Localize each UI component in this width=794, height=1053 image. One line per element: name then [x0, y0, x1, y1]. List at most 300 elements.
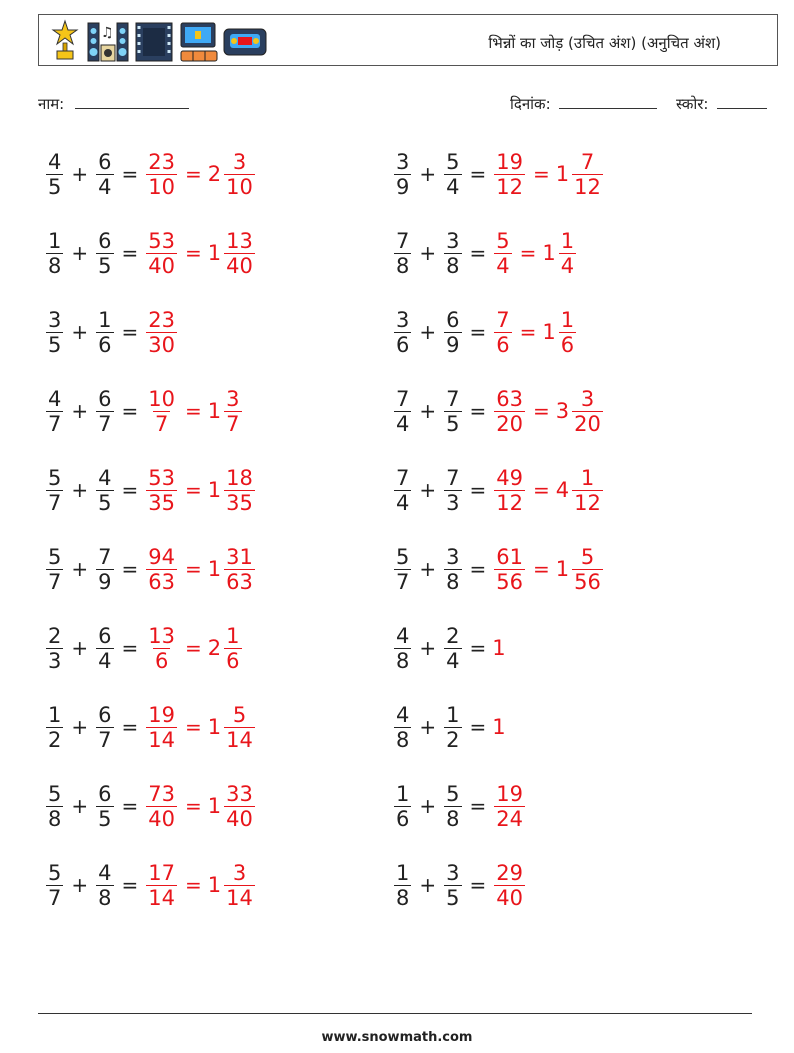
answer-equals-sign: =: [185, 873, 202, 897]
answer-equals-sign: =: [185, 794, 202, 818]
problem-row: [44, 460, 257, 520]
numerator: 3: [446, 860, 460, 885]
addend-fraction: [394, 624, 411, 673]
addend-fraction: [394, 150, 411, 199]
addend-fraction: [444, 861, 461, 910]
denominator: 30: [148, 332, 176, 357]
denominator: 56: [574, 569, 601, 594]
denominator: 8: [446, 806, 460, 831]
denominator: 7: [226, 411, 240, 436]
score-label: स्कोर:: [676, 95, 709, 113]
denominator: 3: [446, 490, 460, 515]
numerator: 13: [226, 228, 253, 253]
addend-fraction: [394, 703, 411, 752]
mixed-fraction: [224, 545, 255, 594]
numerator: 1: [446, 702, 460, 727]
answer-improper-fraction: [146, 466, 177, 515]
numerator: 6: [98, 228, 112, 253]
denominator: 4: [496, 253, 510, 278]
plus-sign: +: [71, 399, 89, 423]
denominator: 8: [98, 885, 112, 910]
denominator: 12: [496, 490, 524, 515]
problem-row: [44, 697, 257, 757]
denominator: 8: [396, 885, 410, 910]
denominator: 7: [98, 411, 112, 436]
problem-row: [44, 302, 179, 362]
numerator: 10: [148, 386, 176, 411]
equals-sign: =: [121, 873, 139, 897]
problem-row: [392, 223, 578, 283]
denominator: 35: [148, 490, 176, 515]
problem-row: [392, 460, 605, 520]
denominator: 6: [560, 332, 575, 357]
plus-sign: +: [71, 873, 89, 897]
denominator: 9: [446, 332, 460, 357]
answer-equals-sign: =: [519, 241, 537, 265]
numerator: 5: [580, 544, 595, 569]
addend-fraction: [96, 229, 113, 278]
problem-row: [44, 776, 257, 836]
numerator: 53: [148, 465, 176, 490]
addend-fraction: [444, 545, 461, 594]
mixed-whole: 1: [207, 715, 222, 739]
mixed-fraction: [559, 229, 576, 278]
equals-sign: =: [121, 636, 139, 660]
denominator: 6: [154, 648, 169, 673]
denominator: 8: [396, 253, 410, 278]
numerator: 63: [496, 386, 524, 411]
numerator: 5: [232, 702, 247, 727]
denominator: 7: [98, 727, 112, 752]
problem-row: [392, 381, 605, 441]
numerator: 1: [396, 781, 410, 806]
plus-sign: +: [71, 636, 89, 660]
plus-sign: +: [71, 162, 89, 186]
denominator: 8: [48, 253, 62, 278]
numerator: 5: [48, 781, 62, 806]
numerator: 1: [226, 623, 240, 648]
addend-fraction: [444, 308, 461, 357]
numerator: 29: [496, 860, 524, 885]
plus-sign: +: [419, 557, 437, 581]
numerator: 1: [48, 702, 62, 727]
equals-sign: =: [121, 715, 139, 739]
numerator: 7: [98, 544, 112, 569]
answer-improper-fraction: [146, 387, 177, 436]
numerator: 3: [396, 149, 410, 174]
denominator: 12: [496, 174, 524, 199]
denominator: 14: [226, 885, 253, 910]
problem-row: [392, 144, 605, 204]
numerator: 3: [226, 386, 240, 411]
numerator: 7: [580, 149, 595, 174]
denominator: 6: [396, 332, 410, 357]
numerator: 5: [446, 149, 460, 174]
answer-improper-fraction: [494, 861, 525, 910]
numerator: 3: [232, 149, 247, 174]
addend-fraction: [444, 150, 461, 199]
mixed-fraction: [224, 782, 255, 831]
numerator: 5: [48, 860, 62, 885]
answer-improper-fraction: [494, 308, 511, 357]
denominator: 8: [396, 648, 410, 673]
answer-equals-sign: =: [533, 478, 550, 502]
answer-equals-sign: =: [519, 320, 537, 344]
answer-equals-sign: =: [185, 241, 202, 265]
mixed-whole: 1: [207, 399, 222, 423]
numerator: 4: [48, 386, 62, 411]
numerator: 5: [48, 465, 62, 490]
numerator: 6: [98, 702, 112, 727]
numerator: 6: [98, 781, 112, 806]
numerator: 6: [446, 307, 460, 332]
equals-sign: =: [469, 715, 487, 739]
denominator: 8: [446, 253, 460, 278]
mixed-fraction: [572, 387, 603, 436]
denominator: 4: [396, 411, 410, 436]
denominator: 5: [446, 885, 460, 910]
numerator: 49: [496, 465, 524, 490]
problem-row: [392, 618, 507, 678]
problem-row: [392, 697, 507, 757]
answer-improper-fraction: [494, 387, 525, 436]
denominator: 6: [396, 806, 410, 831]
equals-sign: =: [469, 636, 487, 660]
numerator: 19: [148, 702, 176, 727]
numerator: 7: [446, 386, 460, 411]
plus-sign: +: [71, 241, 89, 265]
numerator: 2: [446, 623, 460, 648]
numerator: 6: [98, 623, 112, 648]
problem-row: [44, 223, 257, 283]
numerator: 19: [496, 149, 524, 174]
numerator: 1: [396, 860, 410, 885]
denominator: 14: [148, 885, 176, 910]
mixed-whole: 3: [555, 399, 570, 423]
numerator: 4: [98, 860, 112, 885]
addend-fraction: [46, 624, 63, 673]
svg-text:♫: ♫: [101, 25, 114, 41]
mixed-whole: 1: [555, 162, 570, 186]
answer-equals-sign: =: [185, 478, 202, 502]
numerator: 7: [396, 386, 410, 411]
numerator: 53: [148, 228, 176, 253]
equals-sign: =: [121, 399, 139, 423]
numerator: 2: [48, 623, 62, 648]
mixed-fraction: [572, 466, 603, 515]
numerator: 7: [396, 228, 410, 253]
plus-sign: +: [419, 794, 437, 818]
mixed-whole: 1: [542, 241, 556, 265]
denominator: 9: [98, 569, 112, 594]
mixed-whole: 1: [207, 873, 222, 897]
answer-improper-fraction: [494, 466, 525, 515]
numerator: 1: [48, 228, 62, 253]
equals-sign: =: [469, 241, 487, 265]
answer-improper-fraction: [146, 782, 177, 831]
numerator: 1: [560, 307, 575, 332]
answer-improper-fraction: [146, 545, 177, 594]
numerator: 7: [446, 465, 460, 490]
addend-fraction: [96, 545, 113, 594]
denominator: 40: [148, 253, 176, 278]
denominator: 10: [148, 174, 176, 199]
mixed-fraction: [224, 624, 241, 673]
worksheet-title: भिन्नों का जोड़ (उचित अंश) (अनुचित अंश): [488, 34, 721, 52]
plus-sign: +: [419, 162, 437, 186]
denominator: 5: [48, 332, 62, 357]
answer-equals-sign: =: [533, 162, 550, 186]
addend-fraction: [46, 308, 63, 357]
mixed-fraction: [572, 545, 603, 594]
problem-row: [44, 539, 257, 599]
mixed-fraction: [224, 150, 255, 199]
answer-improper-fraction: [146, 703, 177, 752]
mixed-fraction: [224, 229, 255, 278]
denominator: 24: [496, 806, 524, 831]
addend-fraction: [46, 387, 63, 436]
addend-fraction: [96, 150, 113, 199]
numerator: 1: [560, 228, 575, 253]
mixed-fraction: [559, 308, 576, 357]
plus-sign: +: [419, 478, 437, 502]
plus-sign: +: [71, 320, 89, 344]
mixed-whole: 2: [207, 162, 222, 186]
answer-equals-sign: =: [185, 162, 202, 186]
denominator: 4: [98, 174, 112, 199]
numerator: 13: [148, 623, 176, 648]
website-url: www.snowmath.com: [321, 1030, 473, 1045]
answer-whole: 1: [492, 715, 506, 739]
denominator: 40: [226, 806, 253, 831]
addend-fraction: [444, 387, 461, 436]
denominator: 40: [148, 806, 176, 831]
denominator: 63: [148, 569, 176, 594]
addend-fraction: [46, 861, 63, 910]
problem-row: [392, 855, 527, 915]
answer-improper-fraction: [146, 150, 177, 199]
numerator: 18: [226, 465, 253, 490]
numerator: 19: [496, 781, 524, 806]
equals-sign: =: [121, 320, 139, 344]
numerator: 3: [396, 307, 410, 332]
addend-fraction: [46, 703, 63, 752]
denominator: 2: [48, 727, 62, 752]
numerator: 3: [446, 544, 460, 569]
denominator: 12: [574, 174, 601, 199]
mixed-fraction: [224, 703, 255, 752]
equals-sign: =: [121, 241, 139, 265]
mixed-whole: 1: [555, 557, 570, 581]
plus-sign: +: [71, 715, 89, 739]
numerator: 4: [396, 623, 410, 648]
numerator: 3: [580, 386, 595, 411]
numerator: 33: [226, 781, 253, 806]
denominator: 5: [446, 411, 460, 436]
plus-sign: +: [419, 636, 437, 660]
addend-fraction: [46, 545, 63, 594]
problem-row: [392, 539, 605, 599]
denominator: 14: [226, 727, 253, 752]
addend-fraction: [96, 703, 113, 752]
numerator: 23: [148, 149, 176, 174]
plus-sign: +: [419, 715, 437, 739]
answer-improper-fraction: [146, 624, 177, 673]
numerator: 3: [446, 228, 460, 253]
denominator: 5: [98, 806, 112, 831]
denominator: 3: [48, 648, 62, 673]
numerator: 17: [148, 860, 176, 885]
mixed-fraction: [224, 387, 241, 436]
numerator: 5: [396, 544, 410, 569]
problem-row: [44, 855, 257, 915]
denominator: 6: [226, 648, 240, 673]
answer-equals-sign: =: [533, 399, 550, 423]
addend-fraction: [394, 229, 411, 278]
plus-sign: +: [419, 320, 437, 344]
mixed-whole: 1: [207, 794, 222, 818]
denominator: 7: [48, 490, 62, 515]
denominator: 4: [560, 253, 575, 278]
answer-equals-sign: =: [185, 636, 202, 660]
numerator: 94: [148, 544, 176, 569]
numerator: 7: [496, 307, 510, 332]
problem-row: [44, 381, 244, 441]
answer-improper-fraction: [494, 782, 525, 831]
numerator: 1: [98, 307, 112, 332]
problem-row: [44, 618, 244, 678]
denominator: 9: [396, 174, 410, 199]
mixed-fraction: [224, 466, 255, 515]
answer-improper-fraction: [494, 229, 511, 278]
addend-fraction: [46, 782, 63, 831]
addend-fraction: [46, 150, 63, 199]
numerator: 4: [98, 465, 112, 490]
denominator: 20: [574, 411, 601, 436]
equals-sign: =: [469, 399, 487, 423]
addend-fraction: [394, 782, 411, 831]
equals-sign: =: [121, 557, 139, 581]
addend-fraction: [444, 782, 461, 831]
denominator: 7: [154, 411, 169, 436]
equals-sign: =: [469, 557, 487, 581]
denominator: 4: [446, 174, 460, 199]
answer-improper-fraction: [494, 150, 525, 199]
denominator: 5: [98, 253, 112, 278]
addend-fraction: [444, 624, 461, 673]
answer-improper-fraction: [494, 545, 525, 594]
problem-row: [44, 144, 257, 204]
denominator: 6: [98, 332, 112, 357]
numerator: 73: [148, 781, 176, 806]
answer-equals-sign: =: [185, 715, 202, 739]
addend-fraction: [394, 308, 411, 357]
equals-sign: =: [121, 794, 139, 818]
denominator: 40: [496, 885, 524, 910]
denominator: 14: [148, 727, 176, 752]
numerator: 23: [148, 307, 176, 332]
equals-sign: =: [469, 794, 487, 818]
plus-sign: +: [71, 478, 89, 502]
equals-sign: =: [469, 873, 487, 897]
denominator: 63: [226, 569, 253, 594]
equals-sign: =: [121, 478, 139, 502]
addend-fraction: [394, 466, 411, 515]
addend-fraction: [444, 229, 461, 278]
numerator: 3: [232, 860, 247, 885]
numerator: 4: [48, 149, 62, 174]
plus-sign: +: [71, 557, 89, 581]
numerator: 6: [98, 386, 112, 411]
mixed-whole: 4: [555, 478, 570, 502]
equals-sign: =: [469, 162, 487, 186]
answer-whole: 1: [492, 636, 506, 660]
footer-divider: [38, 1013, 752, 1014]
addend-fraction: [394, 545, 411, 594]
denominator: 7: [48, 569, 62, 594]
addend-fraction: [394, 861, 411, 910]
numerator: 3: [48, 307, 62, 332]
problem-row: [392, 302, 578, 362]
answer-equals-sign: =: [185, 557, 202, 581]
denominator: 7: [48, 411, 62, 436]
numerator: 5: [496, 228, 510, 253]
plus-sign: +: [419, 399, 437, 423]
denominator: 7: [48, 885, 62, 910]
equals-sign: =: [121, 162, 139, 186]
numerator: 31: [226, 544, 253, 569]
denominator: 5: [48, 174, 62, 199]
mixed-fraction: [572, 150, 603, 199]
denominator: 56: [496, 569, 524, 594]
denominator: 4: [98, 648, 112, 673]
denominator: 12: [574, 490, 601, 515]
numerator: 61: [496, 544, 524, 569]
denominator: 35: [226, 490, 253, 515]
denominator: 10: [226, 174, 253, 199]
name-label: नाम:: [38, 95, 65, 113]
numerator: 7: [396, 465, 410, 490]
numerator: 6: [98, 149, 112, 174]
addend-fraction: [96, 387, 113, 436]
denominator: 7: [396, 569, 410, 594]
addend-fraction: [444, 466, 461, 515]
mixed-whole: 1: [207, 557, 222, 581]
addend-fraction: [96, 308, 113, 357]
addend-fraction: [96, 624, 113, 673]
answer-equals-sign: =: [533, 557, 550, 581]
equals-sign: =: [469, 478, 487, 502]
mixed-fraction: [224, 861, 255, 910]
mixed-whole: 1: [542, 320, 556, 344]
denominator: 6: [496, 332, 510, 357]
denominator: 8: [446, 569, 460, 594]
date-label: दिनांक:: [510, 95, 551, 113]
numerator: 5: [446, 781, 460, 806]
addend-fraction: [46, 229, 63, 278]
denominator: 8: [48, 806, 62, 831]
answer-improper-fraction: [146, 861, 177, 910]
numerator: 4: [396, 702, 410, 727]
answer-improper-fraction: [146, 308, 177, 357]
plus-sign: +: [71, 794, 89, 818]
addend-fraction: [444, 703, 461, 752]
plus-sign: +: [419, 241, 437, 265]
denominator: 8: [396, 727, 410, 752]
numerator: 1: [580, 465, 595, 490]
addend-fraction: [96, 782, 113, 831]
mixed-whole: 1: [207, 241, 222, 265]
